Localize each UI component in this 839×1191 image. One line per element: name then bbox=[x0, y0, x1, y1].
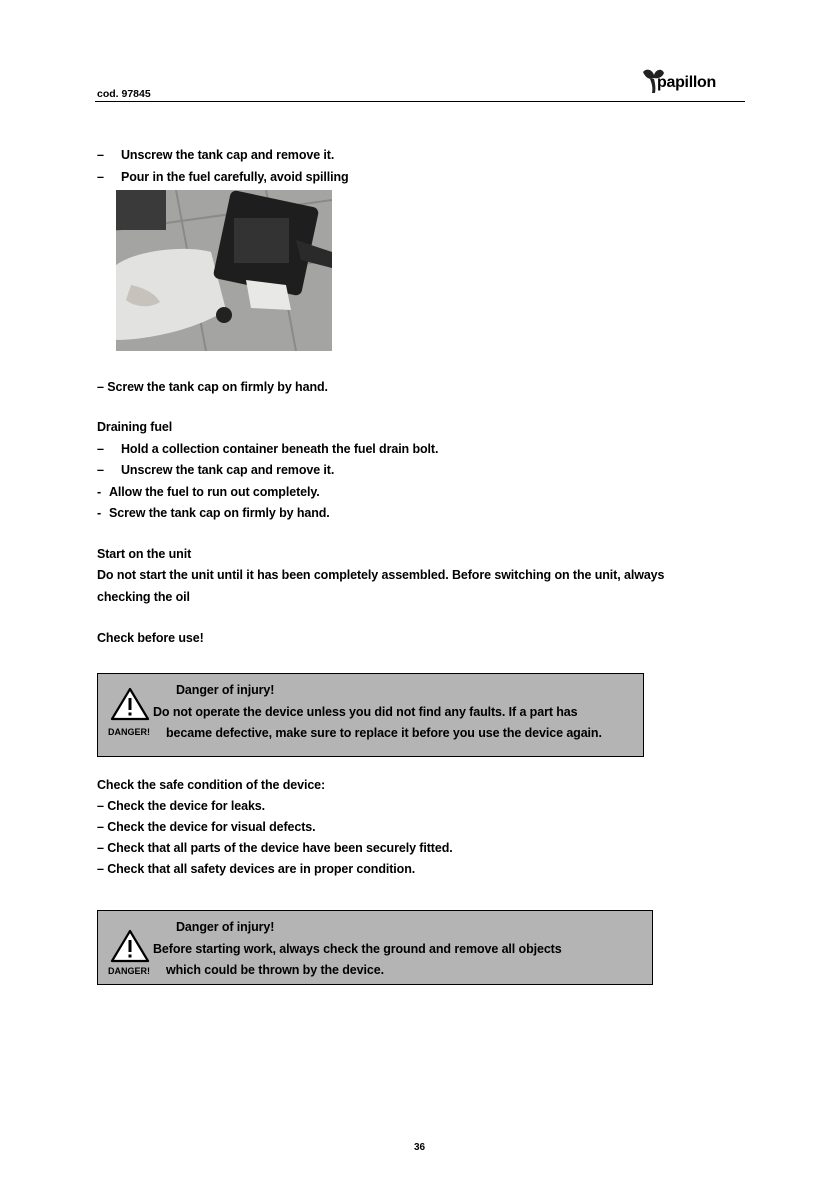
photo-illustration-icon bbox=[116, 190, 332, 351]
list-item bbox=[97, 463, 334, 477]
list-item-text: Unscrew the tank cap and remove it. bbox=[121, 463, 335, 477]
list-item-text: Screw the tank cap on firmly by hand. bbox=[109, 506, 330, 520]
list-dash: – bbox=[97, 170, 104, 184]
warning-box bbox=[97, 673, 644, 757]
section-heading-check: Check before use! bbox=[97, 631, 204, 645]
list-item-text: Pour in the fuel carefully, avoid spilling bbox=[121, 170, 349, 184]
warning-text: which could be thrown by the device. bbox=[166, 963, 384, 977]
header-rule bbox=[95, 101, 745, 102]
list-dash: – bbox=[97, 442, 104, 456]
warning-text: Do not operate the device unless you did not find any faults. If a part has bbox=[153, 705, 578, 719]
warning-title: Danger of injury! bbox=[176, 683, 275, 697]
list-item: – Check the device for leaks. bbox=[97, 799, 266, 813]
document-code: cod. 97845 bbox=[97, 88, 151, 100]
list-item bbox=[97, 506, 330, 520]
instruction-text: – Screw the tank cap on firmly by hand. bbox=[97, 380, 328, 394]
warning-text: became defective, make sure to replace it before you use the device again. bbox=[166, 726, 602, 740]
list-item bbox=[97, 485, 320, 499]
danger-label: DANGER! bbox=[108, 727, 150, 737]
list-item: – Check the device for visual defects. bbox=[97, 820, 316, 834]
list-item-text: Allow the fuel to run out completely. bbox=[109, 485, 320, 499]
list-item-text: Unscrew the tank cap and remove it. bbox=[121, 148, 335, 162]
list-item: – Check that all safety devices are in proper condition. bbox=[97, 862, 416, 876]
list-dash: – bbox=[97, 463, 104, 477]
section-heading-start: Start on the unit bbox=[97, 547, 192, 561]
list-dash: - bbox=[97, 506, 102, 520]
list-item bbox=[97, 148, 334, 162]
warning-triangle-icon bbox=[110, 686, 150, 722]
warning-triangle-icon bbox=[110, 928, 150, 964]
warning-title: Danger of injury! bbox=[176, 920, 275, 934]
list-dash: – bbox=[97, 148, 104, 162]
list-item bbox=[97, 170, 349, 184]
list-item bbox=[97, 442, 438, 456]
section-heading-draining: Draining fuel bbox=[97, 420, 173, 434]
paragraph-line: checking the oil bbox=[97, 590, 190, 604]
fuel-tank-photo bbox=[116, 190, 332, 351]
list-dash: - bbox=[97, 485, 102, 499]
paragraph-line: Do not start the unit until it has been completely assembled. Before switching on the unit, always bbox=[97, 568, 665, 582]
brand-name: papillon bbox=[657, 74, 716, 91]
list-item-text: Hold a collection container beneath the fuel drain bolt. bbox=[121, 442, 439, 456]
page-number: 36 bbox=[414, 1142, 426, 1153]
list-item: – Check that all parts of the device have been securely fitted. bbox=[97, 841, 453, 855]
warning-box bbox=[97, 910, 653, 985]
danger-label: DANGER! bbox=[108, 966, 150, 976]
warning-text: Before starting work, always check the ground and remove all objects bbox=[153, 942, 562, 956]
paragraph-intro: Check the safe condition of the device: bbox=[97, 778, 326, 792]
